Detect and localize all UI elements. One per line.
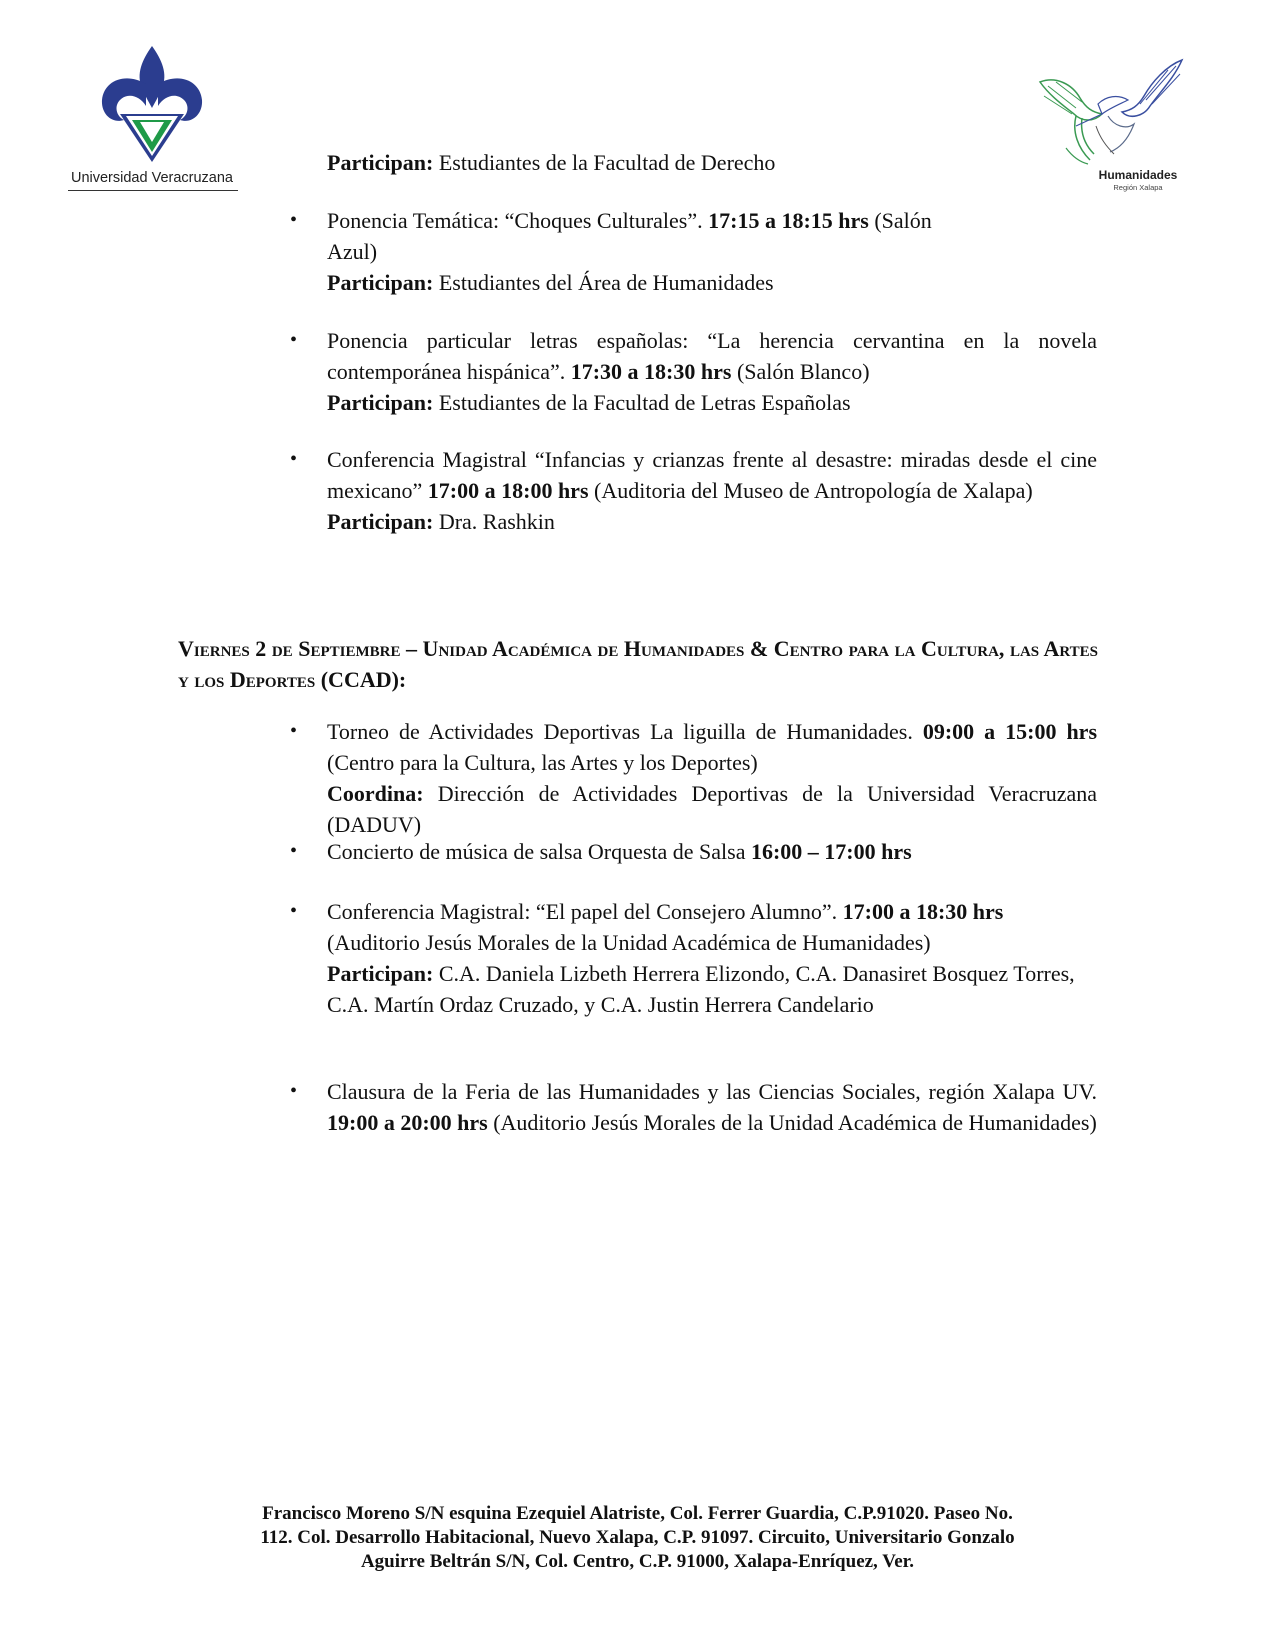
bullet-icon: • [290,329,298,351]
item-text: Ponencia Temática: “Choques Culturales”. [327,208,703,233]
item-place: (Centro para la Cultura, las Artes y los Deportes) [327,750,758,775]
item-text: Concierto de música de salsa Orquesta de Salsa [327,839,746,864]
participants-text: Estudiantes de la Facultad de Letras Españolas [438,390,851,415]
item-place: (Salón Blanco) [736,359,870,384]
coordinator-label: Coordina: [327,781,424,806]
bullet-icon: • [290,448,298,470]
item-body [327,1076,1097,1138]
item-place: (Auditorio Jesús Morales de la Unidad Académica de Humanidades) [493,1110,1097,1135]
footer-line-3: Aguirre Beltrán S/N, Col. Centro, C.P. 91000, Xalapa-Enríquez, Ver. [360,1551,915,1572]
bullet-icon: • [290,209,298,231]
participants-text: Dra. Rashkin [438,509,555,534]
item-body [327,444,1097,537]
bullet-icon: • [290,720,298,742]
participants-text: Estudiantes de la Facultad de Derecho [438,150,776,175]
item-body [327,896,1097,1020]
item-body [327,716,1097,840]
section-heading: Viernes 2 de Septiembre – Unidad Académica de Humanidades & Centro para la Cultura, las Artes y los Deportes (CCAD): [178,636,1098,692]
item-text: Conferencia Magistral “Infancias y crianzas frente al desastre: miradas desde el cine mexicano” [327,447,1097,503]
footer-line-1: Francisco Moreno S/N esquina Ezequiel Alatriste, Col. Ferrer Guardia, C.P.91020. Paseo No. [262,1503,1013,1524]
item-time: 17:00 a 18:00 hrs [427,478,589,503]
bullet-icon: • [290,900,298,922]
uv-flor-de-lis-icon [96,44,208,162]
item-place: (Auditoria del Museo de Antropología de Xalapa) [594,478,1033,503]
participants-label: Participan: [327,390,434,415]
uv-logo [64,44,240,194]
coordinator-text: Dirección de Actividades Deportivas de la Universidad Veracruzana (DADUV) [327,781,1098,837]
item-body [327,205,1097,298]
participants-label: Participan: [327,150,434,175]
item-time: 17:15 a 18:15 hrs [708,208,869,233]
uv-logo-text: Universidad Veracruzana [70,170,233,186]
item-place: (Salón [874,208,932,233]
footer-address [190,1502,1085,1574]
item-body [327,836,1097,867]
participants-label: Participan: [327,509,434,534]
humanidades-logo-subtitle: Región Xalapa [1113,183,1163,192]
top-participants [327,147,1097,178]
uv-logo-rule [68,190,238,191]
participants-text: C.A. Daniela Lizbeth Herrera Elizondo, C.A. Danasiret Bosquez Torres, C.A. Martín Ordaz Cruzado, y C.A. Justin Herrera Candelario [327,961,1075,1017]
item-time: 09:00 a 15:00 hrs [922,719,1098,744]
item-text: Ponencia particular letras españolas: “La herencia cervantina en la novela contemporánea hispánica”. [327,328,1097,384]
bullet-icon: • [290,1080,298,1102]
humanidades-logo-title: Humanidades [1098,168,1178,182]
item-text: Conferencia Magistral: “El papel del Consejero Alumno”. [327,899,838,924]
item-text: Clausura de la Feria de las Humanidades y las Ciencias Sociales, región Xalapa UV. [327,1079,1097,1104]
item-place-cont: Azul) [327,239,378,264]
bullet-icon: • [290,840,298,862]
item-text: Torneo de Actividades Deportivas La liguilla de Humanidades. [327,719,913,744]
item-time: 17:00 a 18:30 hrs [842,899,1004,924]
participants-label: Participan: [327,270,434,295]
item-body [327,325,1097,418]
participants-text: Estudiantes del Área de Humanidades [438,270,774,295]
item-time: 17:30 a 18:30 hrs [570,359,732,384]
item-time: 19:00 a 20:00 hrs [327,1110,488,1135]
item-place: (Auditorio Jesús Morales de la Unidad Académica de Humanidades) [327,930,931,955]
footer-line-2: 112. Col. Desarrollo Habitacional, Nuevo Xalapa, C.P. 91097. Circuito, Universitario Gonzalo [260,1527,1015,1548]
participants-label: Participan: [327,961,434,986]
item-time: 16:00 – 17:00 hrs [750,839,912,864]
